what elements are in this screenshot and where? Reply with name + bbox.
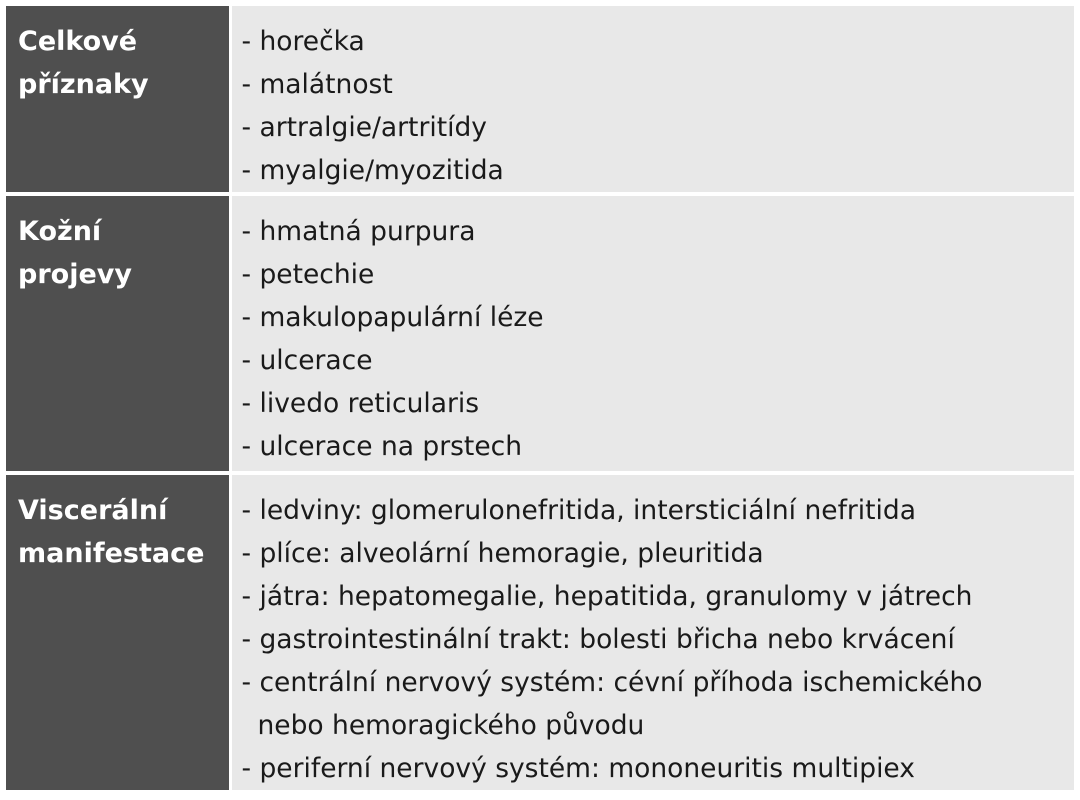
list-item: - gastrointestinální trakt: bolesti břicha nebo krvácení xyxy=(241,624,955,655)
list-item: - makulopapulární léze xyxy=(241,302,544,333)
table-row-visceralni xyxy=(6,475,1074,790)
row-label: Kožní projevy xyxy=(6,196,230,471)
list-item: - centrální nervový systém: cévní příhoda ischemického xyxy=(241,667,983,698)
table-row-celkove xyxy=(6,6,1074,192)
row-items xyxy=(230,196,1074,471)
row-label: Celkové příznaky xyxy=(6,6,230,192)
list-item: - játra: hepatomegalie, hepatitida, granulomy v játrech xyxy=(241,581,973,612)
list-item: - horečka xyxy=(241,26,365,57)
list-item: - malátnost xyxy=(241,69,393,100)
list-item: - plíce: alveolární hemoragie, pleuritida xyxy=(241,538,764,569)
list-item: - ulcerace na prstech xyxy=(241,431,522,462)
symptoms-table xyxy=(6,6,1074,790)
list-item: - hmatná purpura xyxy=(241,216,476,247)
list-item: - ledviny: glomerulonefritida, intersticiální nefritida xyxy=(241,495,916,526)
row-label: Viscerální manifestace xyxy=(6,475,230,790)
list-item: - artralgie/artritídy xyxy=(241,112,487,143)
table-row-kozni xyxy=(6,196,1074,471)
list-item-continuation: nebo hemoragického původu xyxy=(257,710,645,741)
list-item: - periferní nervový systém: mononeuritis multipiex xyxy=(241,753,915,784)
row-items xyxy=(230,6,1074,192)
list-item: - petechie xyxy=(241,259,375,290)
list-item: - ulcerace xyxy=(241,345,373,376)
row-items xyxy=(230,475,1074,790)
list-item: - myalgie/myozitida xyxy=(241,155,504,186)
list-item: - livedo reticularis xyxy=(241,388,480,419)
